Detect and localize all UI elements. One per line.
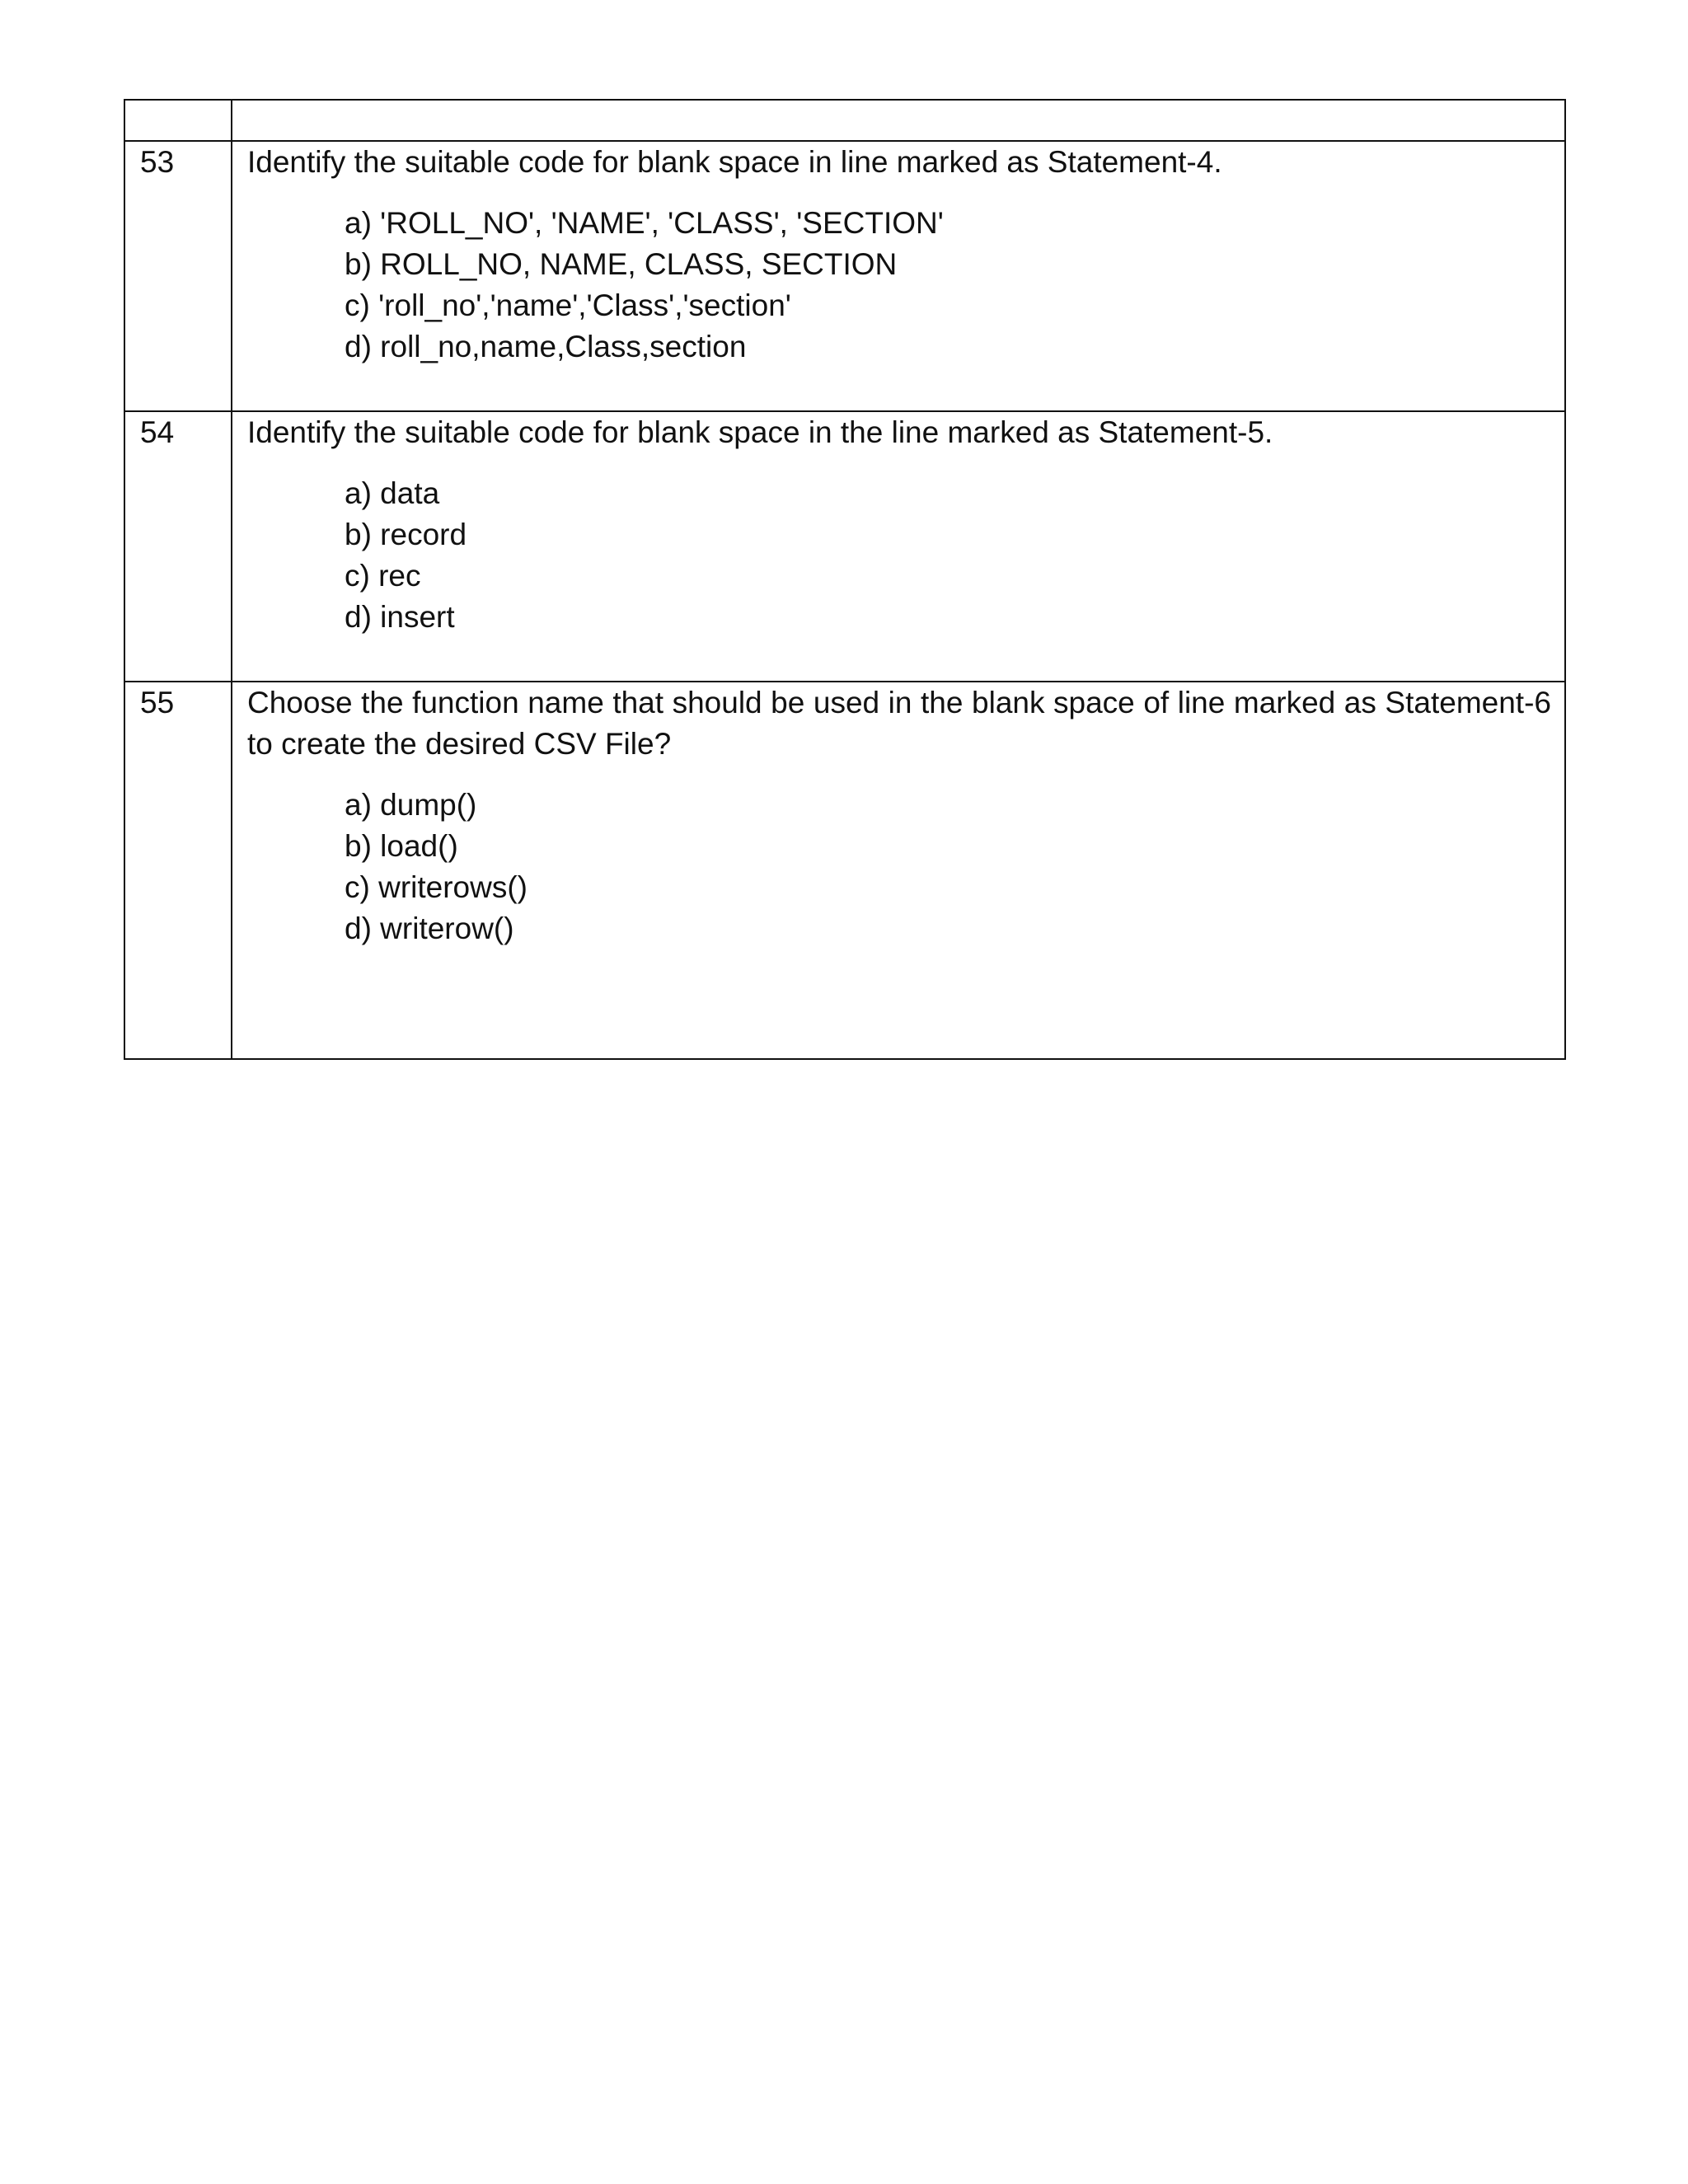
- option-c: c) 'roll_no','name','Class','section': [345, 288, 791, 322]
- table-row: [124, 411, 1565, 682]
- table-row: [124, 682, 1565, 1059]
- question-number: 53: [124, 141, 232, 411]
- option-a: a) data: [345, 476, 440, 510]
- option-d: d) insert: [345, 600, 455, 634]
- question-text: Identify the suitable code for blank space in line marked as Statement-4.: [247, 145, 1222, 179]
- question-cell: [232, 411, 1565, 682]
- header-cell-question: [232, 100, 1565, 141]
- question-number: 54: [124, 411, 232, 682]
- table-header-row: [124, 100, 1565, 141]
- option-a: a) dump(): [345, 788, 477, 822]
- option-d: d) writerow(): [345, 912, 514, 945]
- option-c: c) rec: [345, 559, 421, 593]
- option-d: d) roll_no,name,Class,section: [345, 330, 747, 363]
- question-cell: [232, 141, 1565, 411]
- question-text: Identify the suitable code for blank space in the line marked as Statement-5.: [247, 415, 1273, 449]
- question-table: [124, 99, 1566, 1060]
- option-a: a) 'ROLL_NO', 'NAME', 'CLASS', 'SECTION': [345, 206, 944, 240]
- option-list: [247, 785, 1551, 949]
- option-b: b) record: [345, 518, 467, 551]
- header-cell-number: [124, 100, 232, 141]
- option-b: b) load(): [345, 829, 458, 863]
- question-cell: [232, 682, 1565, 1059]
- table-row: [124, 141, 1565, 411]
- option-list: [247, 473, 1551, 638]
- option-b: b) ROLL_NO, NAME, CLASS, SECTION: [345, 247, 898, 281]
- question-number: 55: [124, 682, 232, 1059]
- question-text: Choose the function name that should be used in the blank space of line marked as Statement-6 to create the desired CSV File?: [247, 686, 1551, 761]
- option-list: [247, 203, 1551, 368]
- option-c: c) writerows(): [345, 870, 528, 904]
